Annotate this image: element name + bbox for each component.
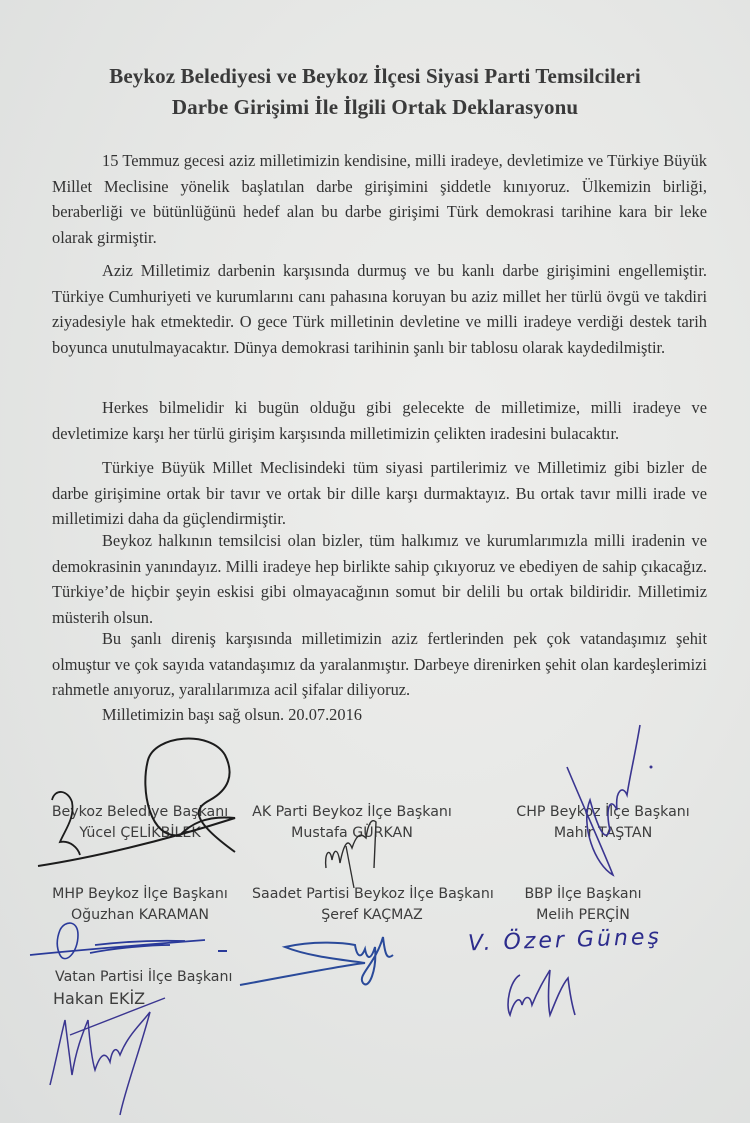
signatory-role: Vatan Partisi İlçe Başkanı — [55, 969, 233, 985]
signature-vatan-icon — [40, 990, 200, 1120]
document-title-line-2: Darbe Girişimi İle İlgili Ortak Deklarasyonu — [171, 95, 579, 119]
signatory-role: MHP Beykoz İlçe Başkanı — [52, 886, 228, 902]
signatory-ak-parti — [252, 802, 452, 844]
paragraph-1 — [52, 148, 707, 250]
signatory-saadet — [252, 884, 492, 926]
signature-chp-icon — [555, 715, 675, 885]
signatory-name: Melih PERÇİN — [536, 907, 630, 923]
paragraph-5 — [52, 528, 707, 630]
signatory-chp — [508, 802, 698, 844]
signatory-role: CHP Beykoz İlçe Başkanı — [516, 804, 690, 820]
signatory-mayor — [45, 802, 235, 844]
paragraph-6 — [52, 626, 707, 703]
signatory-bbp — [508, 884, 658, 926]
paragraph-2 — [52, 258, 707, 360]
paragraph-3 — [52, 395, 707, 446]
signatory-name: Mustafa GÜRKAN — [291, 825, 413, 841]
signatory-role: BBP İlçe Başkanı — [524, 886, 642, 902]
paragraph-text: Herkes bilmelidir ki bugün olduğu gibi gelecekte de milletimize, milli iradeye ve devletimize karşı her türlü girişim karşısında milletimizin çelikten iradesini bulacaktır. — [52, 398, 707, 443]
paragraph-text: Beykoz halkının temsilcisi olan bizler, tüm halkımız ve kurumlarımızla milli iradenin ve demokrasinin yanındayız. Milli iradeye hep birlikte sahip çıkıyoruz ve ebediyen de sahip çıkacağız. Türkiye’de hiçbir şeyin eskisi gibi olmayacağının somut bir delili bu ortak bildiridir. Milletimiz müsterih olsun. — [52, 531, 707, 627]
signatory-name: Oğuzhan KARAMAN — [70, 907, 210, 923]
document-title-line-1: Beykoz Belediyesi ve Beykoz İlçesi Siyasi Parti Temsilcileri — [109, 64, 641, 88]
paragraph-text: 15 Temmuz gecesi aziz milletimizin kendisine, milli iradeye, devletimize ve Türkiye Büyük Millet Meclisine yönelik başlatılan darbe girişimini şiddetle kınıyoruz. Ülkemizin birliği, beraberliği ve bütünlüğünü hedef alan bu darbe girişimi Türk demokrasi tarihine kara bir leke olarak girmiştir. — [52, 151, 707, 247]
paragraph-text: Aziz Milletimiz darbenin karşısında durmuş ve bu kanlı darbe girişimini engellemiştir. Türkiye Cumhuriyeti ve kurumlarını canı pahasına koruyan bu aziz millet her türlü övgü ve takdiri ziyadesiyle hak etmektedir. O gece Türk milletinin devletine ve milli iradeye verdiği destek tarih boyunca unutulmayacaktır. Dünya demokrasi tarihinin şanlı bir tablosu olarak kaydedilmiştir. — [52, 261, 707, 357]
signatory-mhp — [45, 884, 235, 926]
paragraph-4 — [52, 455, 707, 532]
signatory-role: Beykoz Belediye Başkanı — [51, 804, 229, 820]
closing-line: Milletimizin başı sağ olsun. 20.07.2016 — [102, 705, 362, 724]
signatory-name: Mahir TAŞTAN — [553, 825, 653, 841]
signature-saadet-icon — [235, 925, 415, 995]
signature-bbp-icon — [500, 960, 610, 1020]
signatory-vatan — [45, 967, 235, 1009]
signatory-name: Yücel ÇELİKBİLEK — [79, 825, 201, 841]
signatory-name: Hakan EKİZ — [53, 989, 146, 1008]
paragraph-text: Türkiye Büyük Millet Meclisindeki tüm siyasi partilerimiz ve Milletimiz gibi bizler de darbe girişimine ortak bir tavır ve ortak bir dille karşı durmaktayız. Bu ortak tavır milli irade ve milletimizi daha da güçlendirmiştir. — [52, 458, 707, 528]
paragraph-text: Bu şanlı direniş karşısında milletimizin aziz fertlerinden pek çok vatandaşımız şehit olmuştur ve çok sayıda vatandaşımız da yaralanmıştır. Darbeye direnirken şehit olan kardeşlerimizi rahmetle anıyoruz, yaralılarımıza acil şifalar diliyoruz. — [52, 629, 707, 699]
signatory-role: AK Parti Beykoz İlçe Başkanı — [252, 804, 452, 820]
signatory-role: Saadet Partisi Beykoz İlçe Başkanı — [252, 886, 494, 902]
signatory-name: Şeref KAÇMAZ — [321, 907, 423, 923]
handwritten-note: V. Özer Güneş — [467, 924, 663, 957]
